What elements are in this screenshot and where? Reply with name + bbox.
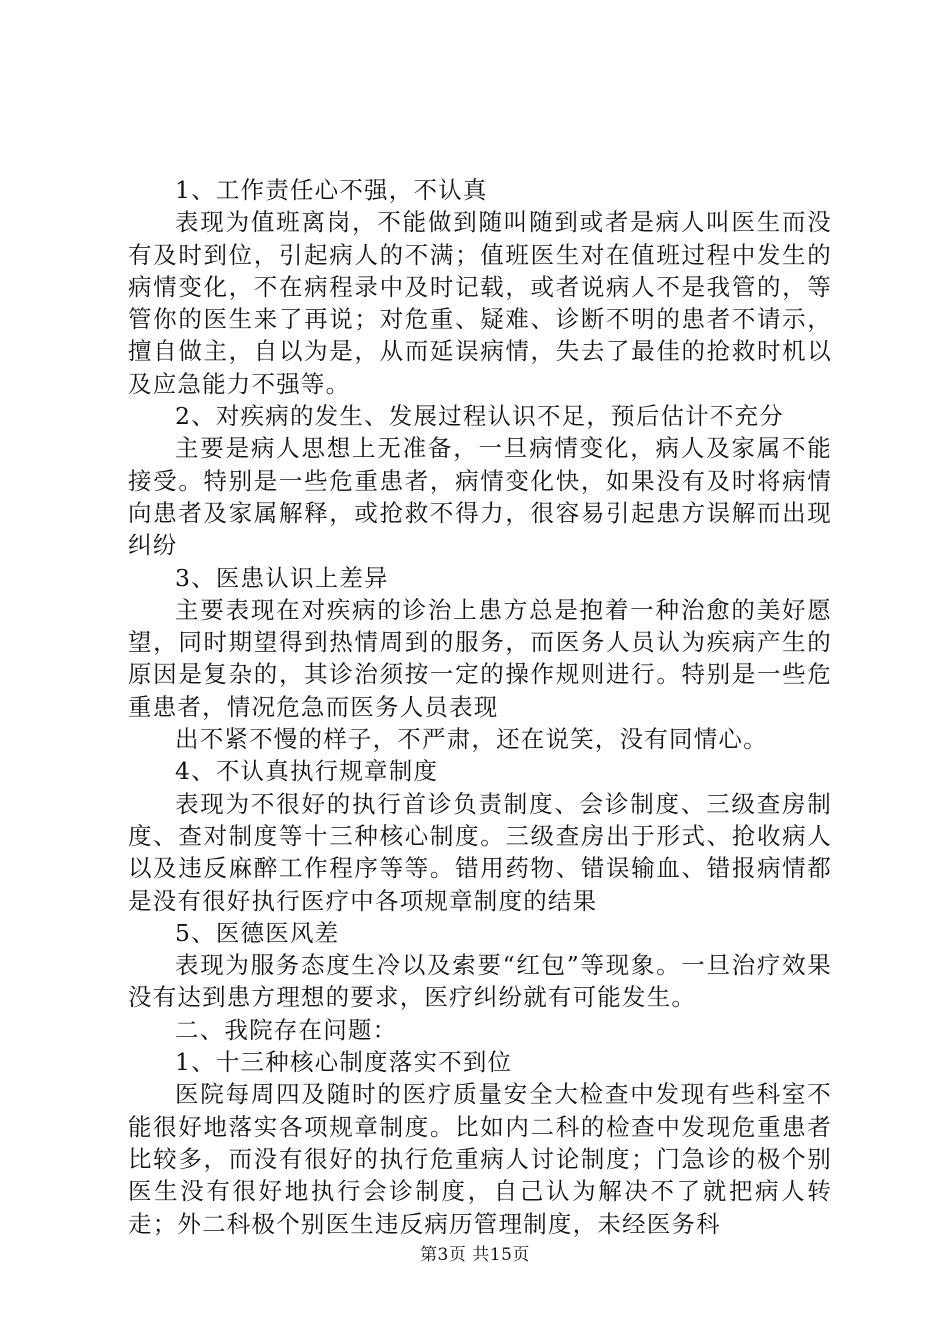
heading-core-systems: 1、十三种核心制度落实不到位: [175, 1048, 513, 1077]
paragraph-doctor-patient-difference-cont: 出不紧不慢的样子，不严肃，还在说笑，没有同情心。: [175, 725, 768, 754]
document-body: [128, 174, 832, 1240]
paragraph-work-responsibility: 表现为值班离岗，不能做到随叫随到或者是病人叫医生而没有及时到位，引起病人的不满；值班医生对在值班过程中发生的病情变化，不在病程录中及时记载，或者说病人不是我管的，等管你的医生来了再说；对危重、疑难、诊断不明的患者不请示，擅自做主，自以为是，从而延误病情，失去了最佳的抢救时机以及应急能力不强等。: [128, 208, 832, 398]
paragraph-rules-execution: 表现为不很好的执行首诊负责制度、会诊制度、三级查房制度、查对制度等十三种核心制度。三级查房出于形式、抢收病人以及违反麻醉工作程序等等。错用药物、错误输血、错报病情都是没有很好执行医疗中各项规章制度的结果: [128, 789, 832, 915]
page-number-footer: 第3页 共15页: [420, 1245, 530, 1265]
paragraph-doctor-patient-difference: 主要表现在对疾病的诊治上患方总是抱着一种治愈的美好愿望，同时期望得到热情周到的服务，而医务人员认为疾病产生的原因是复杂的，其诊治须按一定的操作规则进行。特别是一些危重患者，情况危急而医务人员表现: [128, 595, 832, 721]
heading-doctor-patient-difference: 3、医患认识上差异: [175, 563, 389, 592]
paragraph-disease-understanding: 主要是病人思想上无准备，一旦病情变化，病人及家属不能接受。特别是一些危重患者，病情变化快，如果没有及时将病情向患者及家属解释，或抢救不得力，很容易引起患方误解而出现纠纷: [128, 434, 832, 560]
heading-medical-ethics: 5、医德医风差: [175, 918, 340, 947]
paragraph-core-systems: 医院每周四及随时的医疗质量安全大检查中发现有些科室不能很好地落实各项规章制度。比如内二科的检查中发现危重患者比较多，而没有很好的执行危重病人讨论制度；门急诊的极个别医生没有很好地执行会诊制度，自己认为解决不了就把病人转走；外二科极个别医生违反病历管理制度，未经医务科: [128, 1080, 832, 1238]
heading-work-responsibility: 1、工作责任心不强，不认真: [175, 176, 488, 204]
section-heading-hospital-problems: 二、我院存在问题：: [175, 1015, 398, 1044]
paragraph-medical-ethics: 表现为服务态度生冷以及索要“红包”等现象。一旦治疗效果没有达到患方理想的要求，医疗纠纷就有可能发生。: [128, 951, 832, 1012]
heading-disease-understanding: 2、对疾病的发生、发展过程认识不足，预后估计不充分: [175, 402, 784, 431]
heading-rules-execution: 4、不认真执行规章制度: [175, 757, 439, 786]
